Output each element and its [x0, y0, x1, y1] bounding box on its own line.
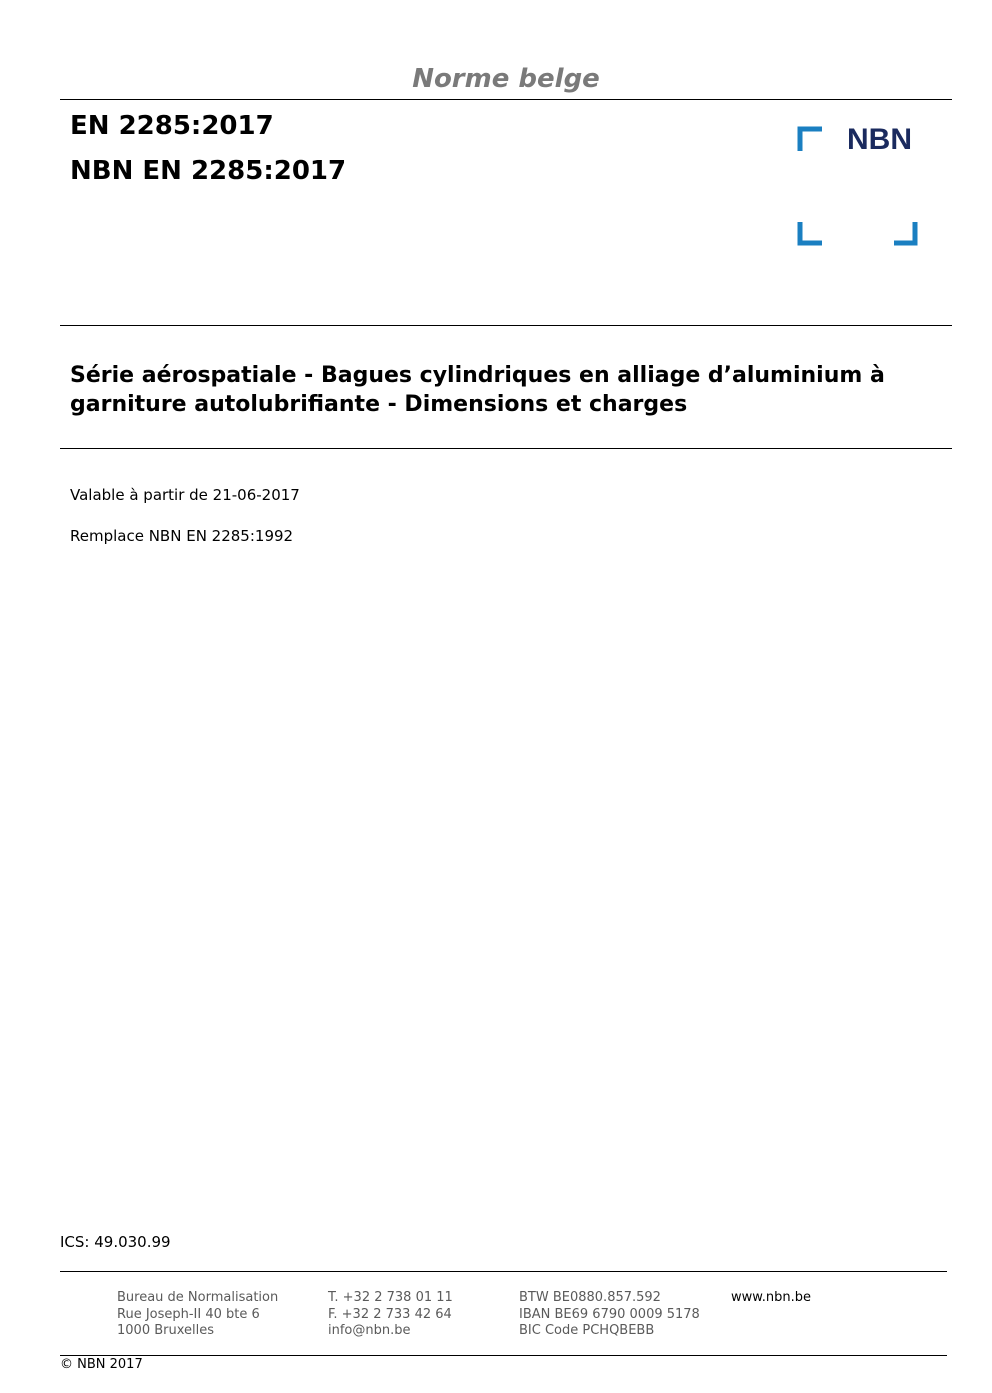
standard-en-number: EN 2285:2017 [70, 111, 274, 141]
document-title: Série aérospatiale - Bagues cylindriques en alliage d’aluminium à garniture autolubrifiante - Dimensions et charges [70, 363, 885, 417]
replaces-standard: Remplace NBN EN 2285:1992 [70, 527, 294, 545]
logo-bracket-bottom-right [894, 222, 915, 243]
standard-nbn-number: NBN EN 2285:2017 [70, 156, 347, 186]
footer-top-rule [60, 1271, 947, 1272]
ics-code: ICS: 49.030.99 [60, 1233, 171, 1251]
footer-contact [328, 1290, 453, 1340]
footer-address [117, 1290, 278, 1340]
logo-bracket-top-left [800, 129, 822, 151]
footer-address-line: Bureau de Normalisation [117, 1290, 279, 1305]
footer-fax: F. +32 2 733 42 64 [328, 1306, 452, 1322]
top-rule [60, 99, 952, 100]
logo-text: NBN [847, 125, 912, 156]
rule-above-title [60, 325, 952, 326]
footer-bank [519, 1290, 700, 1340]
footer-vat: BTW BE0880.857.592 [519, 1290, 661, 1305]
footer-website-link[interactable]: www.nbn.be [731, 1290, 811, 1305]
norme-label: Norme belge [412, 64, 600, 94]
footer-address-line: Rue Joseph-II 40 bte 6 [117, 1306, 260, 1322]
footer-iban: IBAN BE69 6790 0009 5178 [519, 1306, 700, 1322]
rule-below-title [60, 448, 952, 449]
footer-address-line: 1000 Bruxelles [117, 1323, 215, 1338]
nbn-logo [797, 125, 922, 250]
footer-bottom-rule [60, 1355, 947, 1356]
copyright: © NBN 2017 [60, 1357, 143, 1372]
validity-date: Valable à partir de 21-06-2017 [70, 486, 300, 504]
footer-bic: BIC Code PCHQBEBB [519, 1323, 655, 1338]
footer-email[interactable]: info@nbn.be [328, 1323, 411, 1338]
footer-phone: T. +32 2 738 01 11 [328, 1290, 453, 1305]
logo-bracket-bottom-left [800, 222, 822, 243]
